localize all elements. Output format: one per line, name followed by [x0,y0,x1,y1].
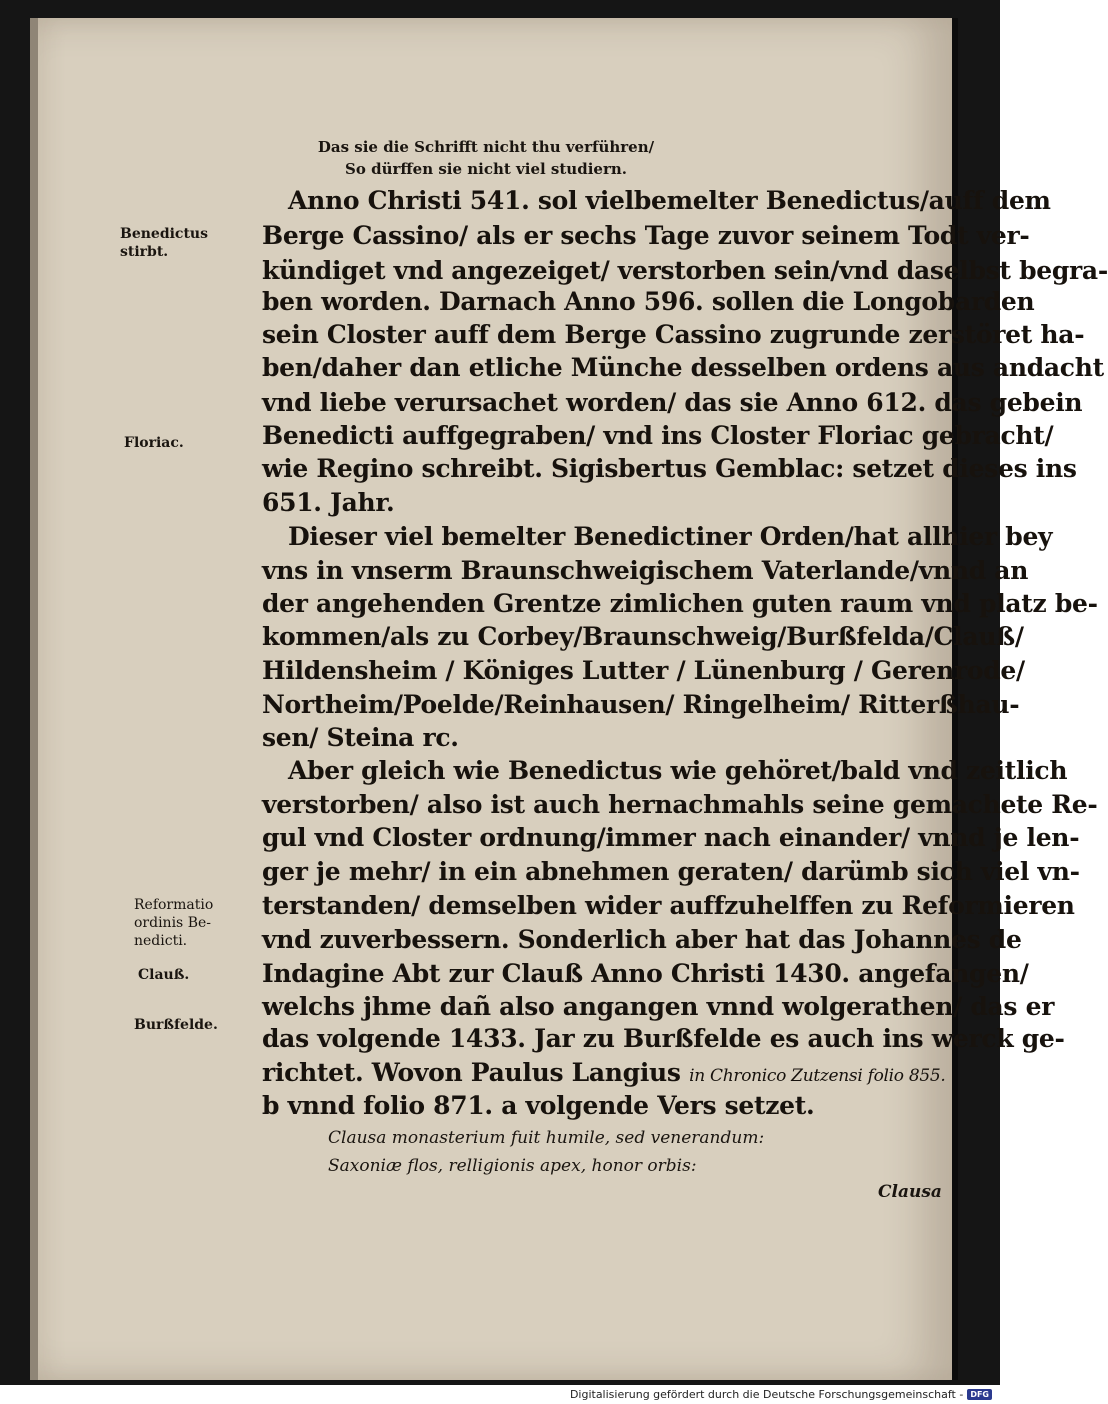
verse-line-1: Clausa monasterium fuit humile, sed venerandum: [328,1128,765,1148]
body-line: terstanden/ demselben wider auffzuhelffen zu Reformieren [262,891,1075,920]
body-line: sen/ Steina rc. [262,723,459,752]
body-line: Indagine Abt zur Clauß Anno Christi 1430. angefangen/ [262,959,1029,988]
body-line: ben worden. Darnach Anno 596. sollen die Longobarden [262,287,1035,316]
margin-note-benedictus [120,225,208,261]
body-line: Hildensheim / Königes Lutter / Lünenburg / Gerenrode/ [262,656,1025,685]
body-line: das volgende 1433. Jar zu Burßfelde es auch ins werck ge- [262,1024,1065,1053]
body-line: Aber gleich wie Benedictus wie gehöret/bald vnd zeitlich [288,756,1068,785]
footer-text: Digitalisierung gefördert durch die Deutsche Forschungsgemeinschaft - [569,1388,964,1401]
body-line: Benedicti auffgegraben/ vnd ins Closter Floriac gebracht/ [262,421,1054,450]
body-line: welchs jhme dañ also angangen vnnd wolgerathen/ das er [262,992,1055,1021]
body-line: Anno Christi 541. sol vielbemelter Benedictus/auff dem [288,186,1051,215]
margin-note-line: Benedictus [120,226,208,242]
inline-citation: in Chronico Zutzensi folio 855. [689,1066,946,1086]
body-line: verstorben/ also ist auch hernachmahls seine gemachete Re- [262,790,1098,819]
dfg-logo: DFG [967,1389,992,1400]
margin-note-reformatio [134,896,213,950]
body-line: ger je mehr/ in ein abnehmen geraten/ darümb sich viel vn- [262,857,1080,886]
body-line-text: richtet. Wovon Paulus Langius [262,1058,681,1087]
body-line: der angehenden Grentze zimlichen guten raum vnd platz be- [262,589,1098,618]
body-line: sein Closter auff dem Berge Cassino zugrunde zerstöret ha- [262,320,1085,349]
margin-note-line: Burßfelde. [134,1017,218,1033]
margin-note-burssfelde [134,1016,218,1034]
body-line: 651. Jahr. [262,488,395,517]
verse-line-2: Saxoniæ flos, relligionis apex, honor orbis: [328,1156,697,1176]
margin-note-clauss [138,966,189,984]
margin-note-line: Floriac. [124,435,184,451]
body-line: ben/daher dan etliche Münche desselben ordens aus andacht [262,353,1104,382]
body-line: Dieser viel bemelter Benedictiner Orden/hat allhier bey [288,522,1053,551]
catchword: Clausa [878,1182,942,1202]
margin-note-line: nedicti. [134,933,188,949]
digitization-footer [570,1388,992,1401]
body-line: b vnnd folio 871. a volgende Vers setzet. [262,1091,815,1120]
body-line: gul vnd Closter ordnung/immer nach einander/ vnnd je len- [262,823,1080,852]
body-line: Berge Cassino/ als er sechs Tage zuvor seinem Todt ver- [262,221,1030,250]
body-line-with-citation [262,1058,946,1087]
body-line: wie Regino schreibt. Sigisbertus Gemblac: setzet dieses ins [262,454,1077,483]
margin-note-line: stirbt. [120,244,169,260]
body-line: Northeim/Poelde/Reinhausen/ Ringelheim/ Ritterßhau- [262,690,1020,719]
body-line: kommen/als zu Corbey/Braunschweig/Burßfelda/Clauß/ [262,622,1024,651]
body-line: vnd zuverbessern. Sonderlich aber hat das Johannes de [262,925,1022,954]
motto-line-2: So dürffen sie nicht viel studiern. [345,160,627,178]
margin-note-line: Reformatio [134,897,214,913]
margin-note-line: ordinis Be- [134,915,211,931]
body-line: vnd liebe verursachet worden/ das sie Anno 612. das gebein [262,388,1083,417]
motto-line-1: Das sie die Schrifft nicht thu verführen/ [317,138,655,156]
margin-note-line: Clauß. [138,967,190,983]
body-line: vns in vnserm Braunschweigischem Vaterlande/vnnd an [262,556,1029,585]
body-line: kündiget vnd angezeiget/ verstorben sein/vnd daselbst begra- [262,256,1108,285]
margin-note-floriac [124,434,184,452]
